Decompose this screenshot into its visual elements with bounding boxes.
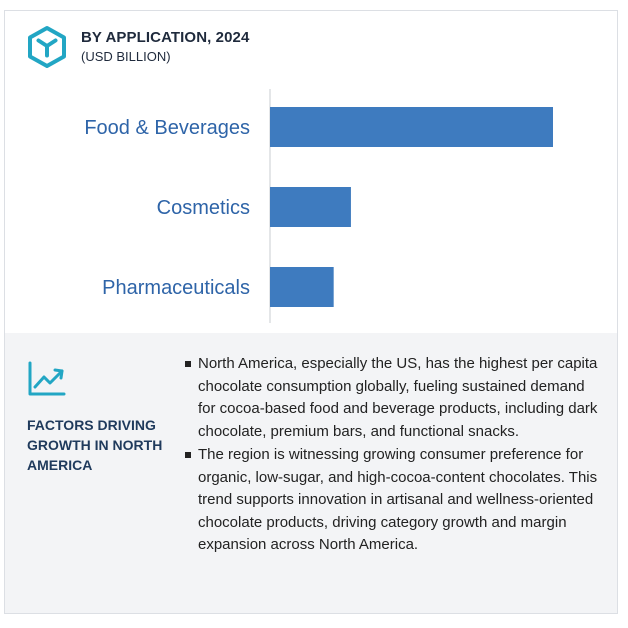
list-item: The region is witnessing growing consumer preference for organic, low-sugar, and high-cocoa-content chocolates. This trend supports innovation in artisanal and wellness-oriented chocolate products, driving category growth and margin expansion across North America. — [185, 444, 605, 557]
bar-cosmetics — [270, 187, 351, 227]
factors-title: FACTORS DRIVING GROWTH IN NORTH AMERICA — [27, 417, 163, 473]
chart-header — [25, 25, 249, 69]
trend-line-icon — [27, 361, 67, 397]
category-label: Pharmaceuticals — [102, 277, 250, 299]
factors-panel — [5, 333, 617, 613]
bar-pharmaceuticals — [270, 267, 334, 307]
chart-subtitle: (USD BILLION) — [81, 49, 171, 64]
report-card — [4, 10, 618, 614]
category-label: Cosmetics — [156, 197, 250, 219]
factors-bullet-list — [185, 353, 605, 558]
category-label: Food & Beverages — [84, 117, 250, 139]
bar-chart — [5, 81, 617, 331]
chart-title: BY APPLICATION, 2024 — [81, 29, 250, 46]
bar-food-beverages — [270, 107, 553, 147]
hexagon-logo-icon — [25, 25, 69, 69]
list-item: North America, especially the US, has the highest per capita chocolate consumption globally, fueling sustained demand for cocoa-based food and beverage products, including dark chocolate, premium bars, and functional snacks. — [185, 353, 605, 443]
